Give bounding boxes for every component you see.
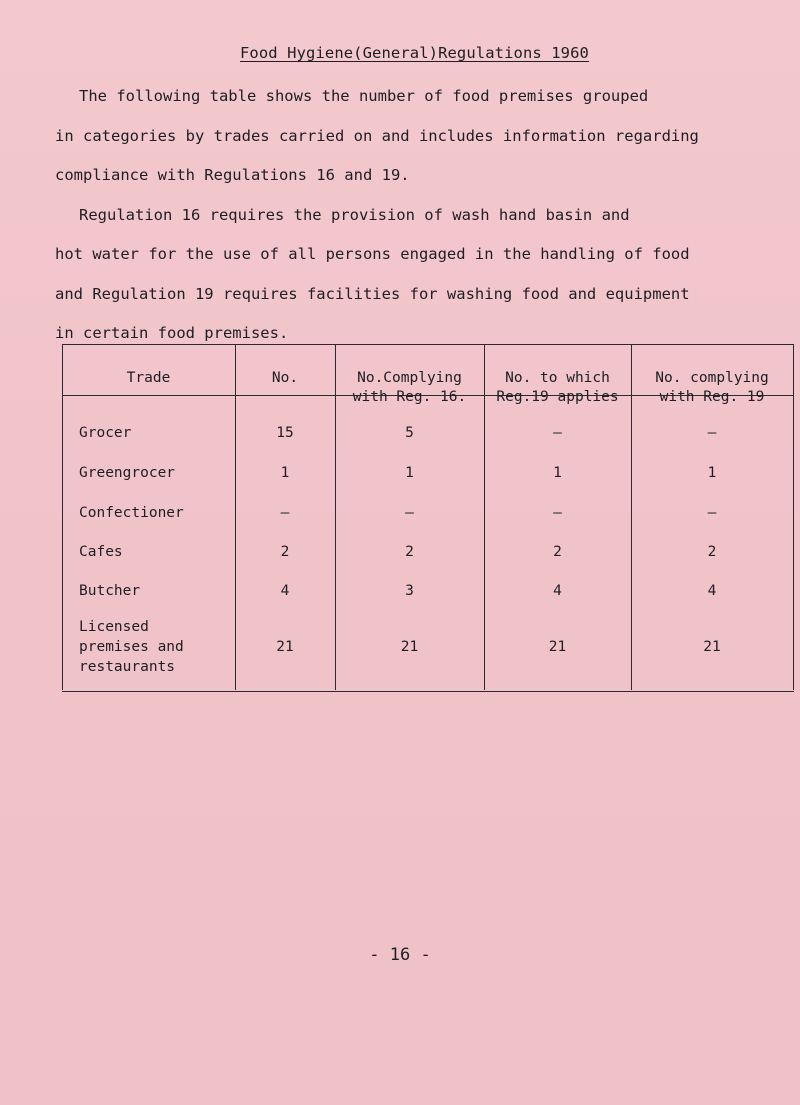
- table-cell-reg16: 21: [400, 639, 419, 655]
- table-cell-no: 21: [276, 639, 294, 655]
- page-number: - 16 -: [369, 945, 431, 965]
- table-cell-trade: premises and: [79, 639, 184, 655]
- document-title: Food Hygiene(General)Regulations 1960: [240, 44, 589, 62]
- table-header-reg19-applies: Reg.19 applies: [496, 389, 619, 405]
- table-header-trade: Trade: [126, 370, 171, 386]
- table-cell-trade: Cafes: [79, 544, 123, 560]
- table-cell-reg19-comply: 1: [707, 465, 717, 481]
- table-cell-trade: restaurants: [79, 659, 176, 675]
- table-cell-reg16: 2: [405, 544, 414, 560]
- table-cell-reg19-applies: 4: [553, 583, 562, 599]
- table-column-rule: [62, 344, 63, 690]
- table-cell-reg16: 3: [405, 583, 414, 599]
- table-cell-reg16: 5: [405, 425, 414, 441]
- paragraph-line: hot water for the use of all persons engaged in the handling of food: [55, 245, 690, 263]
- paragraph-line: in certain food premises.: [55, 324, 289, 342]
- table-column-rule: [793, 344, 794, 690]
- paragraph-line: The following table shows the number of food premises grouped: [79, 87, 649, 105]
- paragraph-line: in categories by trades carried on and includes information regarding: [55, 127, 699, 145]
- table-cell-trade: Grocer: [79, 425, 132, 441]
- table-header-reg19-comply: No. complying: [655, 370, 769, 386]
- table-header-reg16: No.Complying: [357, 370, 462, 386]
- table-cell-trade: Confectioner: [79, 505, 184, 521]
- table-cell-reg19-comply: 4: [707, 583, 717, 599]
- table-header-reg16: with Reg. 16.: [352, 389, 467, 405]
- paragraph-line: compliance with Regulations 16 and 19.: [55, 166, 410, 184]
- table-header-reg19-applies: No. to which: [505, 370, 610, 386]
- table-cell-reg19-comply: –: [707, 425, 717, 441]
- table-cell-no: –: [280, 505, 290, 521]
- table-header-reg19-comply: with Reg. 19: [659, 389, 765, 405]
- table-cell-no: 15: [276, 425, 294, 441]
- table-cell-no: 2: [280, 544, 290, 560]
- table-header-no: No.: [271, 370, 299, 386]
- table-cell-reg16: 1: [405, 465, 414, 481]
- table-cell-reg19-comply: 21: [703, 639, 721, 655]
- paragraph-line: and Regulation 19 requires facilities for washing food and equipment: [55, 285, 690, 303]
- table-cell-no: 4: [280, 583, 290, 599]
- table-cell-trade: Licensed: [79, 619, 149, 635]
- table-cell-reg19-comply: 2: [707, 544, 717, 560]
- table-cell-reg19-applies: 1: [553, 465, 562, 481]
- table-cell-trade: Greengrocer: [79, 465, 176, 481]
- table-cell-no: 1: [280, 465, 290, 481]
- table-cell-reg16: –: [405, 505, 414, 521]
- table-cell-reg19-applies: 2: [553, 544, 562, 560]
- table-cell-reg19-comply: –: [707, 505, 717, 521]
- table-cell-reg19-applies: 21: [548, 639, 567, 655]
- table-cell-reg19-applies: –: [553, 425, 562, 441]
- table-cell-reg19-applies: –: [553, 505, 562, 521]
- paragraph-line: Regulation 16 requires the provision of wash hand basin and: [79, 206, 630, 224]
- table-cell-trade: Butcher: [79, 583, 141, 599]
